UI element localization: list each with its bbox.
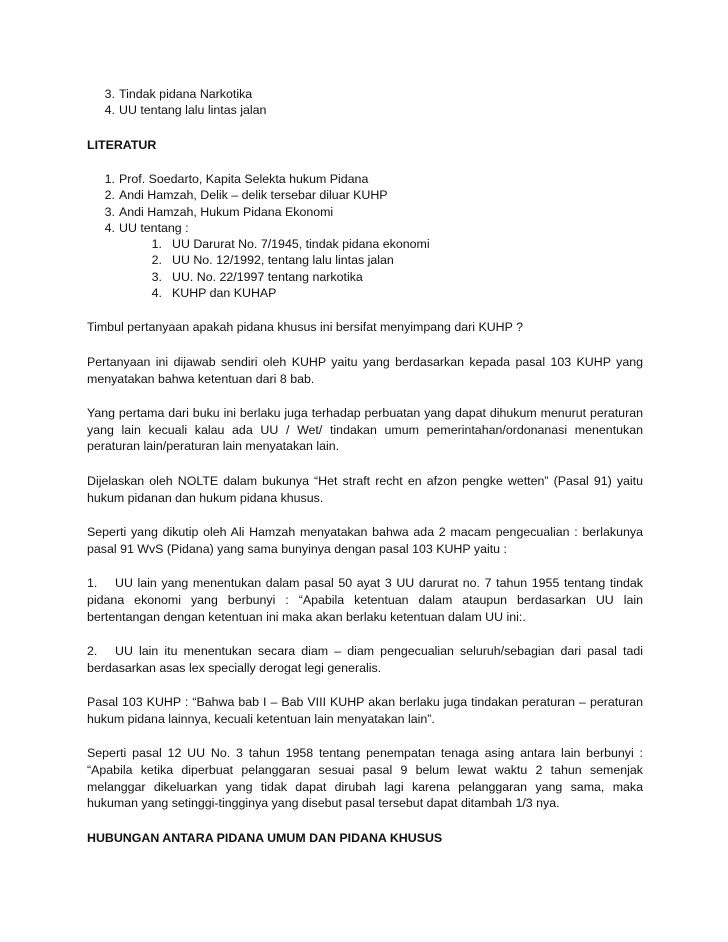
numbered-paragraph xyxy=(87,575,643,625)
paragraph-number: 1. xyxy=(87,576,98,591)
paragraph: Seperti yang dikutip oleh Ali Hamzah menyatakan bahwa ada 2 macam pengecualian : berlakunya pasal 91 WvS (Pidana) yang sama bunyinya dengan pasal 103 KUHP yaitu : xyxy=(87,525,643,556)
list-text: UU Darurat No. 7/1945, tindak pidana ekonomi xyxy=(172,237,430,252)
list-number: 3. xyxy=(104,204,115,219)
list-number: 2. xyxy=(104,188,115,203)
section-heading: HUBUNGAN ANTARA PIDANA UMUM DAN PIDANA KHUSUS xyxy=(87,830,443,845)
list-text: Prof. Soedarto, Kapita Selekta hukum Pidana xyxy=(119,172,369,186)
list-text: KUHP dan KUHAP xyxy=(172,286,277,301)
list-item xyxy=(87,220,643,236)
literatur-heading: LITERATUR xyxy=(87,137,157,152)
list-number: 3. xyxy=(104,87,115,101)
list-number: 4. xyxy=(104,220,115,235)
list-text: Andi Hamzah, Delik – delik tersebar diluar KUHP xyxy=(119,188,388,203)
list-item xyxy=(87,86,643,102)
list-text: Andi Hamzah, Hukum Pidana Ekonomi xyxy=(119,204,334,219)
document-page xyxy=(87,86,643,846)
list-number: 4. xyxy=(104,103,115,118)
list-number: 1. xyxy=(104,172,115,186)
paragraph-text: UU lain itu menentukan secara diam – diam pengecualian seluruh/sebagian dari pasal tadi berdasarkan asas lex specially derogat legi generalis. xyxy=(87,644,643,675)
list-text: Tindak pidana Narkotika xyxy=(119,87,253,101)
numbered-paragraph xyxy=(87,643,643,676)
list-item xyxy=(87,102,643,118)
paragraph: Seperti pasal 12 UU No. 3 tahun 1958 tentang penempatan tenaga asing antara lain berbunyi : “Apabila ketika diperbuat pelanggaran sesuai pasal 9 belum lewat waktu 2 tahun semenjak melanggar dikeluarkan yang tidak dapat dirubah lagi karena pelanggaran yang sama, maka hukuman yang setinggi-tingginya yang disebut pasal tersebut dapat ditambah 1/3 nya. xyxy=(87,746,643,811)
paragraph: Pasal 103 KUHP : “Bahwa bab I – Bab VIII KUHP akan berlaku juga tindakan peraturan – peraturan hukum pidana lainnya, kecuali ketentuan lain menyatakan lain”. xyxy=(87,695,643,726)
list-number: 2. xyxy=(151,253,162,268)
paragraph: Timbul pertanyaan apakah pidana khusus ini bersifat menyimpang dari KUHP ? xyxy=(87,320,523,335)
list-item xyxy=(87,171,643,187)
list-text: UU. No. 22/1997 tentang narkotika xyxy=(172,269,363,284)
list-text: UU No. 12/1992, tentang lalu lintas jalan xyxy=(172,253,394,268)
list-text: UU tentang lalu lintas jalan xyxy=(119,103,267,118)
paragraph: Pertanyaan ini dijawab sendiri oleh KUHP yaitu yang berdasarkan kepada pasal 103 KUHP yang menyatakan bahwa ketentuan dari 8 bab. xyxy=(87,354,643,386)
sub-list-item xyxy=(87,252,643,268)
paragraph-number: 2. xyxy=(87,644,98,659)
list-number: 4. xyxy=(151,286,162,301)
sub-list-item xyxy=(87,269,643,285)
top-list xyxy=(87,86,643,119)
paragraph: Dijelaskan oleh NOLTE dalam bukunya “Het straft recht en afzon pengke wetten” (Pasal 91) yaitu hukum pidanan dan hukum pidana khusus. xyxy=(87,473,643,505)
paragraph-text: UU lain yang menentukan dalam pasal 50 ayat 3 UU darurat no. 7 tahun 1955 tentang tindak pidana ekonomi yang berbunyi : “Apabila ketentuan dalam ataupun berdasarkan UU lain bertentangan dengan ketentuan ini maka akan berlaku ketentuan dalam UU ini:. xyxy=(87,576,643,624)
paragraph: Yang pertama dari buku ini berlaku juga terhadap perbuatan yang dapat dihukum menurut peraturan yang lain kecuali kalau ada UU / Wet/ tindakan umum pemerintahan/ordonanasi menentukan peraturan lain/peraturan lain menyatakan lain. xyxy=(87,406,643,454)
list-number: 1. xyxy=(151,237,162,252)
list-item xyxy=(87,204,643,220)
list-number: 3. xyxy=(151,269,162,284)
list-text: UU tentang : xyxy=(119,220,189,235)
list-item xyxy=(87,187,643,203)
sub-list-item xyxy=(87,236,643,252)
literatur-list xyxy=(87,171,643,301)
sub-list-item xyxy=(87,285,643,301)
